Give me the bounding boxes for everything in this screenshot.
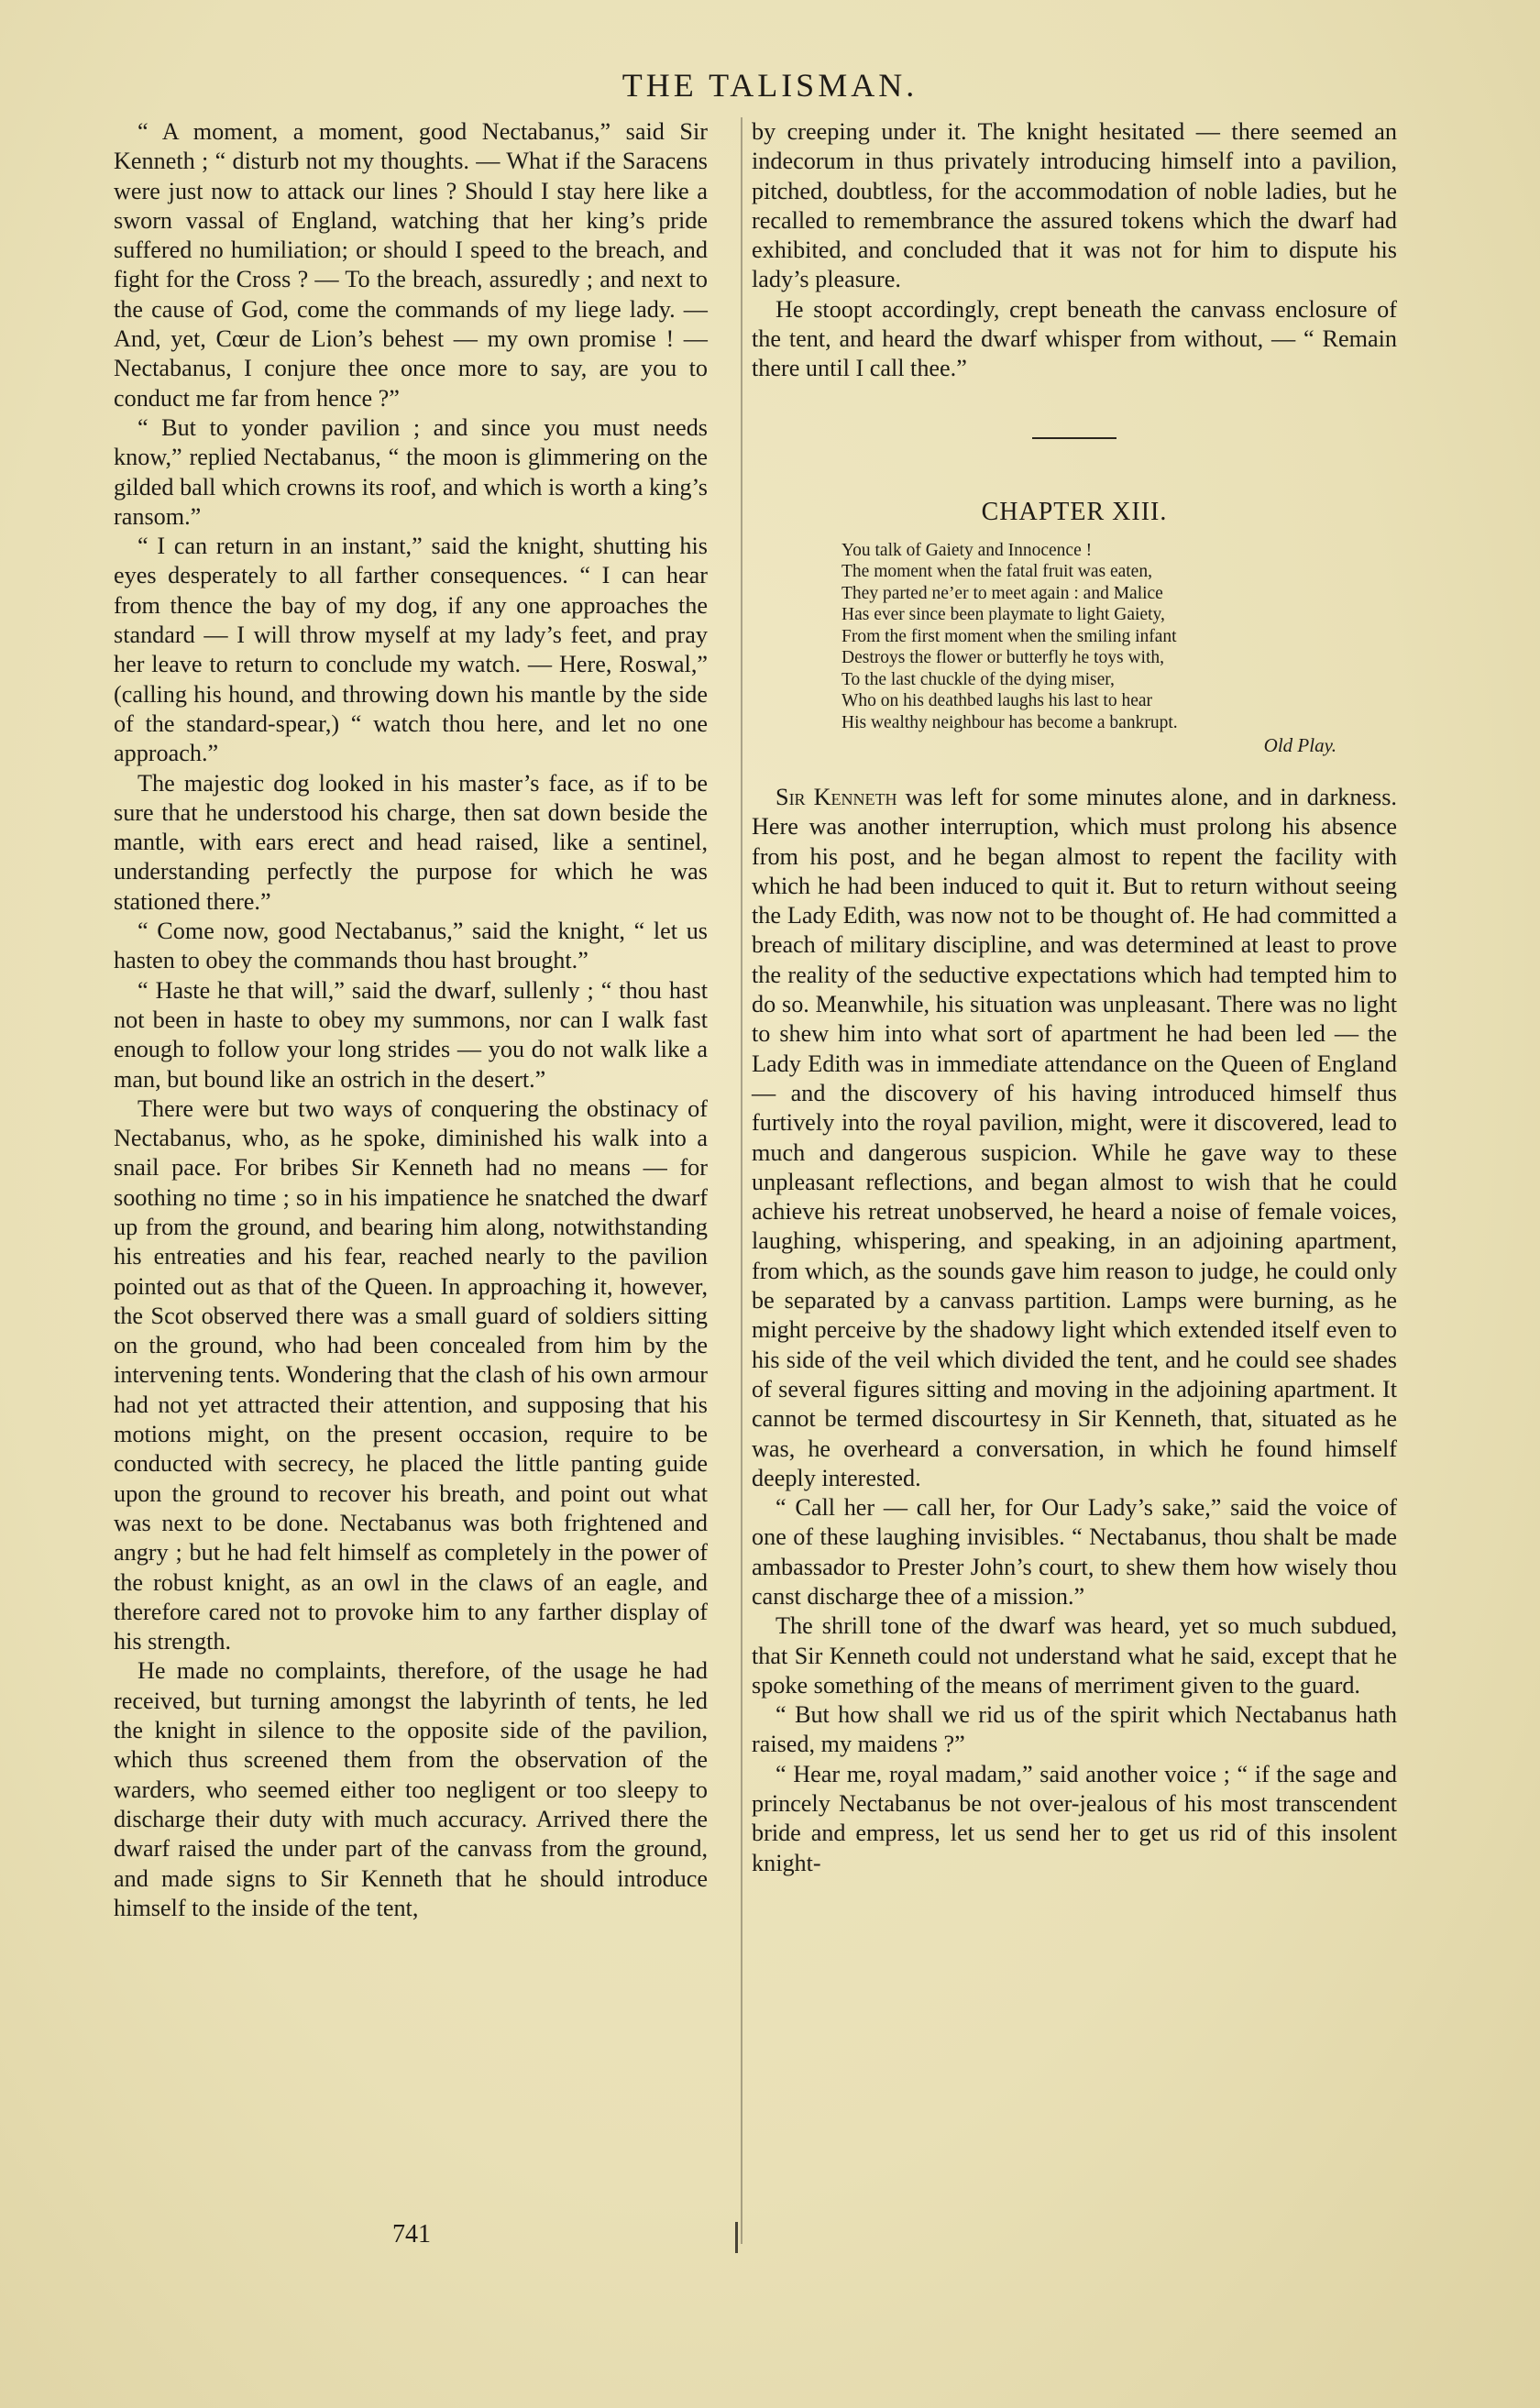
paragraph: by creeping under it. The knight hesitated — there seemed an indecorum in thus privately introducing himself into a pavilion, pitched, doubtless, for the accommodation of noble ladies, but he recalled to remembrance the assured tokens which the dwarf had exhibited, and concluded that it was not for him to dispute his lady’s pleasure. xyxy=(752,118,1397,293)
section-rule xyxy=(1032,437,1116,439)
paragraph: “ I can return in an instant,” said the knight, shutting his eyes desperately to all farther consequences. “ I can hear from thence the bay of my dog, if any one approaches the standard — I will throw myself at my lady’s feet, and pray her leave to return to conclude my watch. — Here, Roswal,” (calling his hound, and throwing down his mantle by the side of the standard-spear,) “ watch thou here, and let no one approach.” xyxy=(114,533,708,767)
paragraph: “ Hear me, royal madam,” said another voice ; “ if the sage and princely Nectabanus be not over-jealous of his most transcendent bride and empress, let us send her to get us rid of this insolent knight- xyxy=(752,1760,1397,1876)
paragraph: “ But to yonder pavilion ; and since you must needs know,” replied Nectabanus, “ the moon is glimmering on the gilded ball which crowns its roof, and which is worth a king’s ransom.” xyxy=(114,413,708,530)
paragraph: “ But how shall we rid us of the spirit which Nectabanus hath raised, my maidens ?” xyxy=(752,1701,1397,1758)
paragraph: The shrill tone of the dwarf was heard, yet so much subdued, that Sir Kenneth could not understand what he said, except that he spoke something of the means of merriment given to the guard. xyxy=(752,1612,1397,1699)
chapter-title: CHAPTER XIII. xyxy=(981,497,1168,526)
epigraph xyxy=(842,540,1397,757)
epigraph-line: To the last chuckle of the dying miser, xyxy=(842,669,1115,689)
epigraph-line: You talk of Gaiety and Innocence ! xyxy=(842,540,1093,560)
paragraph: He made no complaints, therefore, of the usage he had received, but turning amongst the labyrinth of tents, he led the knight in silence to the opposite side of the pavilion, which thus screened them from the observation of the warders, who seemed either too negligent or too sleepy to discharge their duty with much accuracy. Arrived there the dwarf raised the under part of the canvass from the ground, and made signs to Sir Kenneth that he should introduce himself to the inside of the tent, xyxy=(114,1657,708,1921)
epigraph-line: Destroys the flower or butterfly he toys with, xyxy=(842,648,1165,668)
column-divider xyxy=(741,117,742,2244)
epigraph-attribution: Old Play. xyxy=(1263,734,1336,757)
paragraph: “ Come now, good Nectabanus,” said the knight, “ let us hasten to obey the commands thou hast brought.” xyxy=(114,918,708,974)
opening-small-caps: Sir Kenneth xyxy=(776,783,897,810)
right-column xyxy=(752,117,1397,1878)
epigraph-line: The moment when the fatal fruit was eaten, xyxy=(842,562,1152,582)
paragraph: “ Call her — call her, for Our Lady’s sake,” said the voice of one of these laughing invisibles. “ Nectabanus, thou shalt be made ambassador to Prester John’s court, to shew them how wisely thou canst discharge thee of a mission.” xyxy=(752,1494,1397,1610)
left-column xyxy=(114,117,708,1923)
paragraph: There were but two ways of conquering the obstinacy of Nectabanus, who, as he spoke, diminished his walk into a snail pace. For bribes Sir Kenneth had no means — for soothing no time ; so in his impatience he snatched the dwarf up from the ground, and bearing him along, notwithstanding his entreaties and his fear, reached nearly to the pavilion pointed out as that of the Queen. In approaching it, however, the Scot observed there was a small guard of soldiers sitting on the ground, who had been concealed from him by the intervening tents. Wondering that the clash of his own armour had not yet attracted their attention, and supposing that his motions might, on the present occasion, require to be conducted with secrecy, he placed the little panting guide upon the ground to recover his breath, and point out what was next to be done. Nectabanus was both frightened and angry ; but he had felt himself as completely in the power of the robust knight, as an owl in the claws of an eagle, and therefore cared not to provoke him to any farther display of his strength. xyxy=(114,1094,708,1655)
epigraph-line: From the first moment when the smiling infant xyxy=(842,626,1177,646)
paragraph: “ Haste he that will,” said the dwarf, sullenly ; “ thou hast not been in haste to obey my summons, nor can I walk fast enough to follow your long strides — you do not walk like a man, but bound like an ostrich in the desert.” xyxy=(114,976,708,1093)
epigraph-line: Has ever since been playmate to light Gaiety, xyxy=(842,605,1165,625)
page-number: 741 xyxy=(392,2220,431,2249)
paragraph: He stoopt accordingly, crept beneath the canvass enclosure of the tent, and heard the dwarf whisper from without, — “ Remain there until I call thee.” xyxy=(752,295,1397,382)
epigraph-line: His wealthy neighbour has become a bankrupt. xyxy=(842,712,1178,732)
gutter-mark xyxy=(735,2222,738,2253)
chapter-opening-paragraph xyxy=(752,783,1397,1493)
running-title: THE TALISMAN. xyxy=(622,67,918,104)
paragraph: The majestic dog looked in his master’s face, as if to be sure that he understood his charge, then sat down beside the mantle, with ears erect and head raised, like a sentinel, understanding perfectly the purpose for which he was stationed there.” xyxy=(114,769,708,915)
paragraph: “ A moment, a moment, good Nectabanus,” said Sir Kenneth ; “ disturb not my thoughts. — What if the Saracens were just now to attack our lines ? Should I stay here like a sworn vassal of England, watching that her king’s pride suffered no humiliation; or should I speed to the breach, and fight for the Cross ? — To the breach, assuredly ; and next to the cause of God, come the commands of my liege lady. — And, yet, Cœur de Lion’s behest — my own promise ! — Nectabanus, I conjure thee once more to say, are you to conduct me far from hence ?” xyxy=(114,118,708,412)
epigraph-line: They parted ne’er to meet again : and Malice xyxy=(842,583,1163,603)
opening-text: was left for some minutes alone, and in darkness. Here was another interruption, which must prolong his absence from his post, and he began almost to repent the facility with which he had been induced to quit it. But to return without seeing the Lady Edith, was now not to be thought of. He had committed a breach of military discipline, and was determined at least to prove the reality of the seductive expectations which had tempted him to do so. Meanwhile, his situation was unpleasant. There was no light to shew him into what sort of apartment he had been led — the Lady Edith was in immediate attendance on the Queen of England — and the discovery of his having introduced himself thus furtively into the royal pavilion, might, were it discovered, lead to much and dangerous suspicion. While he gave way to these unpleasant reflections, and began almost to wish that he could achieve his retreat unobserved, he heard a noise of female voices, laughing, whispering, and speaking, in an adjoining apartment, from which, as the sounds gave him reason to judge, he could only be separated by a canvass partition. Lamps were burning, as he might perceive by the shadowy light which extended itself even to his side of the veil which divided the tent, and he could see shades of several figures sitting and moving in the adjoining apartment. It cannot be termed discourtesy in Sir Kenneth, that, situated as he was, he overheard a conversation, in which he found himself deeply interested. xyxy=(752,783,1397,1491)
epigraph-line: Who on his deathbed laughs his last to hear xyxy=(842,691,1153,711)
